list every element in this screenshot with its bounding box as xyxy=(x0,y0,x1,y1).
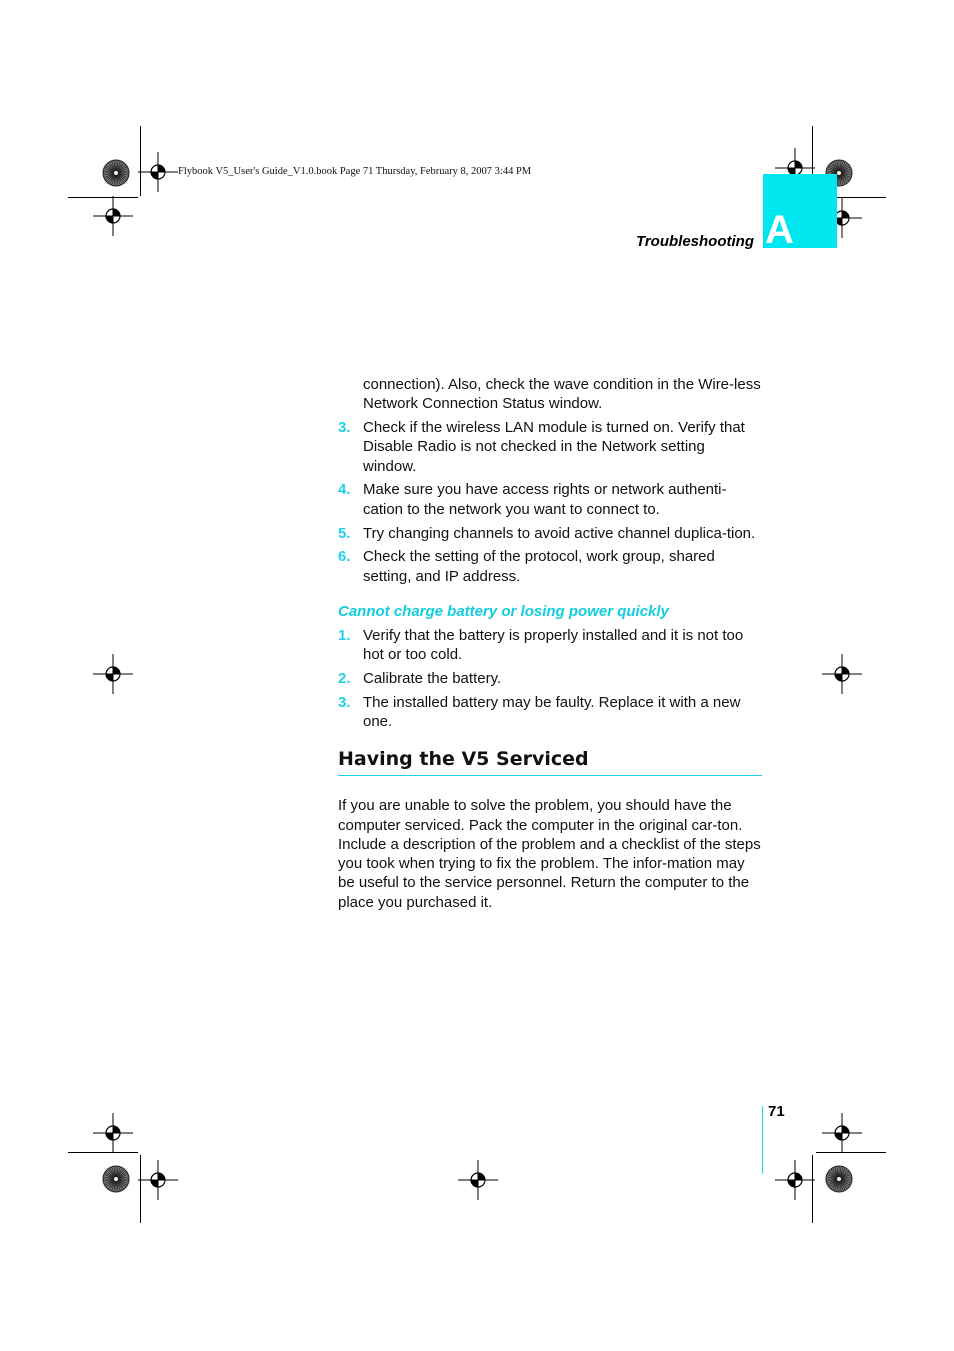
list-item xyxy=(338,418,762,476)
page-number: 71 xyxy=(768,1103,785,1120)
chapter-tab xyxy=(763,174,837,252)
list-number: 5. xyxy=(338,524,351,542)
list-text: Try changing channels to avoid active channel duplica-tion. xyxy=(363,524,756,542)
list-number: 3. xyxy=(338,693,351,711)
steps-list-wireless xyxy=(338,418,762,586)
list-item xyxy=(338,669,762,688)
list-text: Verify that the battery is properly installed and it is not too hot or too cold. xyxy=(363,626,744,664)
rosette-icon xyxy=(101,158,131,188)
list-text: Check the setting of the protocol, work group, shared setting, and IP address. xyxy=(363,548,715,585)
chapter-letter: A xyxy=(765,208,794,252)
registration-target-icon xyxy=(822,654,862,694)
list-item xyxy=(338,626,762,665)
registration-target-icon xyxy=(93,196,133,236)
rosette-icon xyxy=(101,1164,131,1194)
list-number: 4. xyxy=(338,481,351,499)
registration-target-icon xyxy=(138,152,178,192)
list-number: 6. xyxy=(338,548,351,566)
steps-list-battery xyxy=(338,626,762,731)
list-text: Make sure you have access rights or network authenti-cation to the network you want to connect to. xyxy=(363,481,727,518)
list-number: 1. xyxy=(338,626,351,644)
subheading: Cannot charge battery or losing power quickly xyxy=(338,602,669,620)
list-text: Calibrate the battery. xyxy=(363,669,502,687)
list-item xyxy=(338,480,762,519)
registration-target-icon xyxy=(138,1160,178,1200)
registration-target-icon xyxy=(775,1160,815,1200)
book-header-line: Flybook V5_User's Guide_V1.0.book Page 71 Thursday, February 8, 2007 3:44 PM xyxy=(178,166,532,177)
list-item xyxy=(338,547,762,586)
list-item xyxy=(338,693,762,732)
rosette-icon xyxy=(824,1164,854,1194)
list-text: Check if the wireless LAN module is turned on. Verify that Disable Radio is not checked in the Network setting window. xyxy=(363,419,745,475)
continuation-text: connection). Also, check the wave condition in the Wire-less Network Connection Status window. xyxy=(363,376,761,413)
registration-target-icon xyxy=(822,1113,862,1153)
section-title: Having the V5 Serviced xyxy=(338,747,762,776)
section-body: If you are unable to solve the problem, you should have the computer serviced. Pack the computer in the original car-ton. Include a description of the problem and a checklist of the steps you took when trying to fix the problem. The infor-mation may be useful to the service personnel. Return the computer to the place you purchased it. xyxy=(338,797,761,911)
list-text: The installed battery may be faulty. Replace it with a new one. xyxy=(363,693,741,730)
page-content xyxy=(338,375,762,927)
registration-target-icon xyxy=(93,1113,133,1153)
registration-target-icon xyxy=(93,654,133,694)
list-item xyxy=(338,524,762,543)
list-number: 2. xyxy=(338,669,351,687)
running-head: Troubleshooting xyxy=(635,233,754,250)
registration-target-icon xyxy=(458,1160,498,1200)
list-number: 3. xyxy=(338,419,351,437)
page-number-rule xyxy=(762,1106,763,1174)
